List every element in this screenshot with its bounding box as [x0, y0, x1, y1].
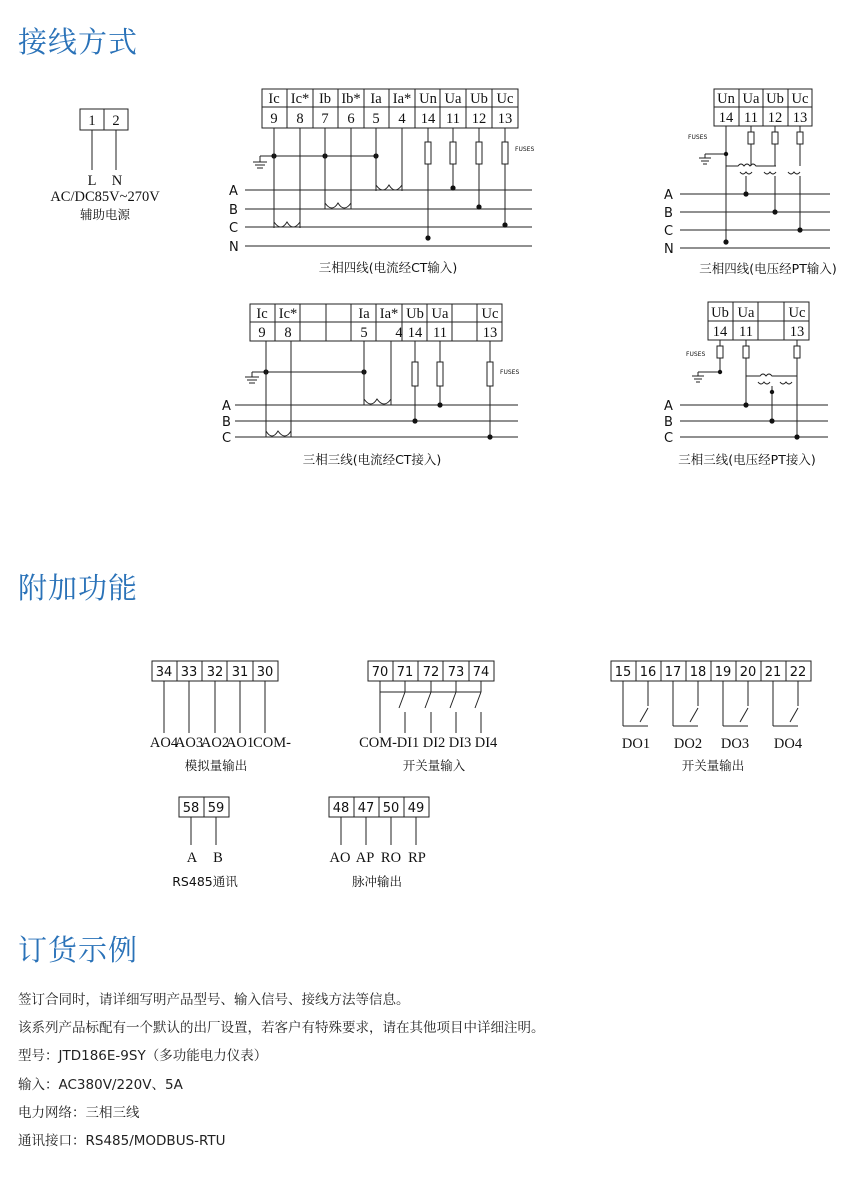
pulse-terminal-48: 48	[332, 801, 350, 816]
ct4-num-12: 12	[471, 111, 487, 127]
pt4-diagram	[664, 89, 837, 276]
switch-out-terminal-22: 22	[789, 665, 807, 680]
switch-out-terminal-20: 20	[739, 665, 757, 680]
analog-label-AO2: AO2	[200, 735, 230, 751]
rs485-terminal-58: 58	[182, 801, 200, 816]
ct4-name-Ic: Ic	[268, 91, 280, 107]
switch-out-terminal-21: 21	[764, 665, 782, 680]
ct3-phase-C: C	[222, 431, 232, 446]
pt4-name-Ub: Ub	[766, 91, 784, 107]
switch-out-terminal-17: 17	[664, 665, 682, 680]
rs485-label-A: A	[186, 850, 198, 866]
rs485-diagram	[172, 797, 238, 889]
switch-out-label-DO1: DO1	[621, 736, 651, 752]
ct4-name-Un: Un	[419, 91, 437, 107]
pulse-output-diagram	[329, 797, 429, 889]
order-line: 电力网络：三相三线	[18, 1104, 140, 1121]
ct3-num-5: 5	[360, 325, 368, 341]
power-terminal-1: 1	[88, 113, 96, 129]
ct4-fuses-label: FUSES	[515, 146, 535, 153]
ct4-name-Uc: Uc	[496, 91, 514, 107]
pt4-phase-B: B	[664, 206, 673, 221]
pulse-caption: 脉冲输出	[351, 874, 403, 889]
power-label-N: N	[111, 173, 123, 189]
switch-output-diagram	[611, 661, 811, 773]
switch-out-terminal-18: 18	[689, 665, 707, 680]
switch-out-terminal-16: 16	[639, 665, 657, 680]
switch-input-diagram	[359, 661, 498, 773]
pt3-name-Uc: Uc	[788, 305, 806, 321]
ct3-diagram	[222, 304, 519, 467]
pt3-name-Ub: Ub	[711, 305, 729, 321]
ct4-num-13: 13	[497, 111, 513, 127]
switch-in-label-DI4: DI4	[474, 735, 498, 751]
order-line: 签订合同时，请详细写明产品型号、输入信号、接线方法等信息。	[18, 992, 410, 1008]
order-line: 输入：AC380V/220V、5A	[18, 1076, 183, 1093]
switch-out-terminal-19: 19	[714, 665, 732, 680]
ct4-name-Ib: Ib	[318, 91, 332, 107]
rs485-caption: RS485通讯	[172, 874, 238, 889]
ct4-num-7: 7	[321, 111, 329, 127]
switch-in-terminal-73: 73	[447, 665, 465, 680]
pulse-terminal-49: 49	[407, 801, 425, 816]
pt4-num-11: 11	[744, 110, 758, 126]
ct4-name-Ia: Ia	[370, 91, 382, 107]
switch-in-label-DI3: DI3	[448, 735, 472, 751]
order-line: 该系列产品标配有一个默认的出厂设置，若客户有特殊要求，请在其他项目中详细注明。	[18, 1020, 545, 1037]
wiring-section-title: 接线方式	[18, 25, 139, 59]
ct4-phase-A: A	[229, 184, 238, 199]
pulse-label-AP: AP	[355, 850, 375, 866]
order-section-title: 订货示例	[18, 933, 139, 967]
ct4-caption: 三相四线(电流经CT输入)	[318, 260, 458, 275]
ct3-num-4: 4	[395, 325, 403, 341]
pt4-name-Ua: Ua	[742, 91, 760, 107]
switch-in-terminal-74: 74	[472, 665, 490, 680]
power-spec: AC/DC85V~270V	[50, 189, 160, 205]
pt4-num-12: 12	[767, 110, 783, 126]
pt3-phase-B: B	[664, 415, 673, 430]
switch-in-label-DI1: DI1	[396, 735, 420, 751]
switch-in-terminal-71: 71	[396, 665, 414, 680]
analog-terminal-32: 32	[206, 665, 224, 680]
pt3-num-11: 11	[739, 324, 753, 340]
analog-output-diagram	[150, 661, 291, 773]
ct3-caption: 三相三线(电流经CT接入)	[302, 452, 442, 467]
pulse-label-AO: AO	[329, 850, 351, 866]
analog-terminal-34: 34	[155, 665, 173, 680]
ct4-name-Ic-star: Ic*	[290, 91, 310, 107]
ct3-name-Ia-star: Ia*	[379, 306, 399, 322]
pt3-fuses-label: FUSES	[686, 351, 706, 358]
analog-terminal-30: 30	[256, 665, 274, 680]
pulse-label-RO: RO	[380, 850, 402, 866]
switch-out-label-DO4: DO4	[773, 736, 803, 752]
pt4-caption: 三相四线(电压经PT输入)	[699, 261, 837, 276]
aux-power-diagram	[50, 109, 160, 222]
pt4-name-Un: Un	[717, 91, 735, 107]
pulse-label-RP: RP	[408, 850, 426, 866]
ct4-phase-B: B	[229, 203, 238, 218]
ct4-phase-N: N	[229, 240, 239, 255]
pt3-diagram	[664, 302, 828, 467]
switch-in-caption: 开关量输入	[402, 758, 466, 773]
rs485-label-B: B	[213, 850, 223, 866]
pt3-phase-A: A	[664, 399, 673, 414]
power-label-L: L	[87, 173, 97, 189]
pt4-phase-C: C	[664, 224, 674, 239]
pt3-name-Ua: Ua	[737, 305, 755, 321]
pulse-terminal-47: 47	[357, 801, 375, 816]
ct3-name-Ub: Ub	[406, 306, 424, 322]
ct4-num-8: 8	[296, 111, 304, 127]
ct4-num-6: 6	[347, 111, 355, 127]
ct3-num-14: 14	[407, 325, 423, 341]
switch-out-label-DO3: DO3	[720, 736, 750, 752]
ct4-name-Ib-star: Ib*	[341, 91, 361, 107]
ct3-name-Ia: Ia	[358, 306, 370, 322]
ct4-phase-C: C	[229, 221, 239, 236]
pt4-fuses-label: FUSES	[688, 134, 708, 141]
analog-caption: 模拟量输出	[184, 758, 248, 773]
pt4-name-Uc: Uc	[791, 91, 809, 107]
analog-label-AO4: AO4	[149, 735, 179, 751]
ct3-name-Uc: Uc	[481, 306, 499, 322]
pt3-caption: 三相三线(电压经PT接入)	[678, 452, 816, 467]
pulse-terminal-50: 50	[382, 801, 400, 816]
switch-out-label-DO2: DO2	[673, 736, 703, 752]
ct4-name-Ub: Ub	[470, 91, 488, 107]
analog-label-COM: COM-	[253, 735, 291, 751]
analog-terminal-33: 33	[180, 665, 198, 680]
switch-in-terminal-72: 72	[422, 665, 440, 680]
functions-section-title: 附加功能	[18, 571, 139, 605]
ct3-name-Ic: Ic	[256, 306, 268, 322]
switch-out-terminal-15: 15	[614, 665, 632, 680]
ct4-diagram	[229, 89, 534, 275]
switch-in-label-COM: COM-	[359, 735, 397, 751]
ct4-name-Ua: Ua	[444, 91, 462, 107]
ct4-name-Ia-star: Ia*	[392, 91, 412, 107]
power-caption: 辅助电源	[79, 207, 131, 222]
ct3-name-Ua: Ua	[431, 306, 449, 322]
order-line: 型号：JTD186E-9SY（多功能电力仪表）	[18, 1048, 268, 1065]
pt3-phase-C: C	[664, 431, 674, 446]
ct4-num-14: 14	[420, 111, 436, 127]
switch-in-label-DI2: DI2	[422, 735, 446, 751]
ct3-num-9: 9	[258, 325, 266, 341]
pt4-phase-N: N	[664, 242, 674, 257]
switch-in-terminal-70: 70	[371, 665, 389, 680]
order-example-text	[18, 986, 545, 1155]
order-line: 通讯接口：RS485/MODBUS-RTU	[18, 1133, 226, 1150]
ct4-num-4: 4	[398, 111, 406, 127]
switch-out-caption: 开关量输出	[681, 758, 745, 773]
analog-terminal-31: 31	[231, 665, 249, 680]
ct4-num-9: 9	[270, 111, 278, 127]
ct4-num-5: 5	[372, 111, 380, 127]
power-terminal-2: 2	[112, 113, 120, 129]
analog-label-AO1: AO1	[225, 735, 255, 751]
ct3-phase-A: A	[222, 399, 231, 414]
pt4-num-14: 14	[718, 110, 734, 126]
ct3-fuses-label: FUSES	[500, 369, 520, 376]
ct3-num-11: 11	[433, 325, 447, 341]
pt4-phase-A: A	[664, 188, 673, 203]
ct3-name-Ic-star: Ic*	[278, 306, 298, 322]
analog-label-AO3: AO3	[174, 735, 204, 751]
pt3-num-13: 13	[789, 324, 805, 340]
ct3-num-8: 8	[284, 325, 292, 341]
ct3-phase-B: B	[222, 415, 231, 430]
ct3-num-13: 13	[482, 325, 498, 341]
pt4-num-13: 13	[792, 110, 808, 126]
rs485-terminal-59: 59	[207, 801, 225, 816]
pt3-num-14: 14	[712, 324, 728, 340]
ct4-num-11: 11	[446, 111, 460, 127]
